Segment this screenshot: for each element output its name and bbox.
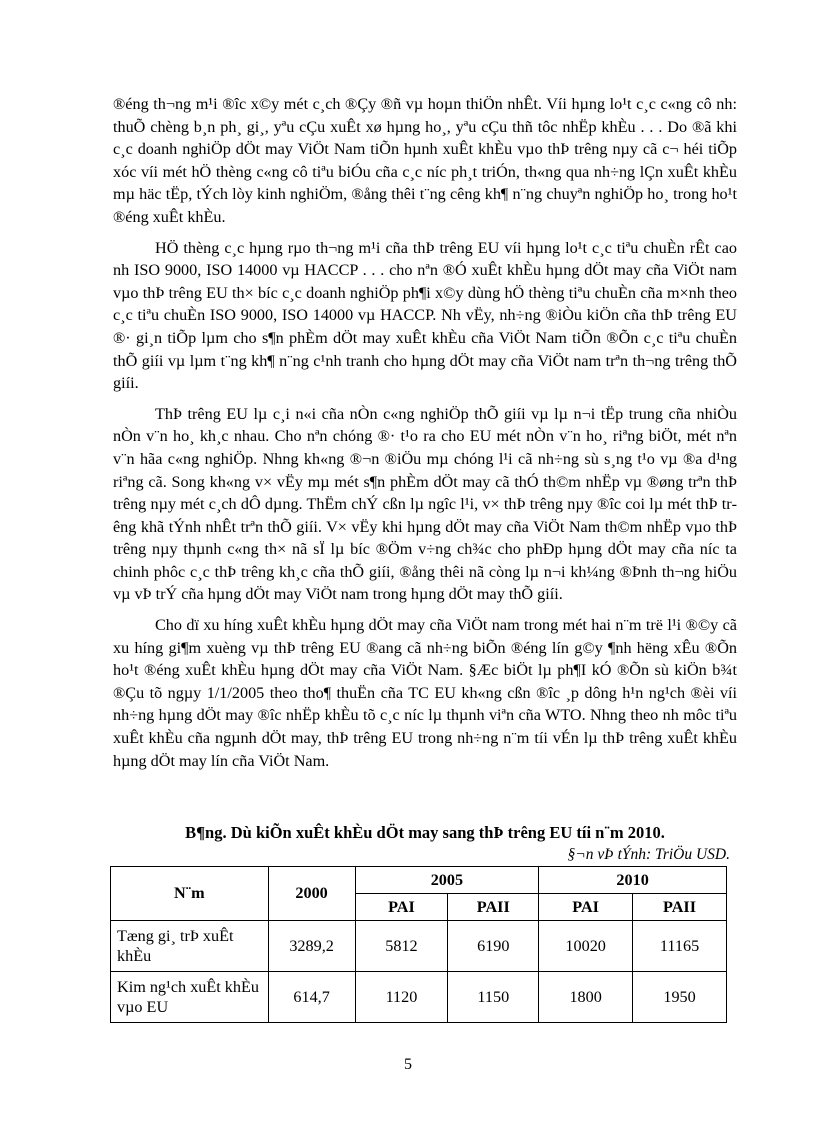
row-label: Kim ng¹ch xuÊt khÈu vµo EU [111, 972, 269, 1023]
table-cell: 5812 [355, 921, 448, 972]
table-cell: 1950 [633, 972, 727, 1023]
header-year: N¨m [111, 867, 269, 921]
table-row [111, 921, 727, 972]
table-cell: 1120 [355, 972, 448, 1023]
export-forecast-table [110, 866, 727, 1023]
table-cell: 1150 [448, 972, 539, 1023]
subheader-paii-2005: PAII [448, 894, 539, 921]
table-caption: B¶ng. Dù kiÕn xuÊt khÈu dÖt may sang thÞ trêng EU tíi n¨m 2010. [185, 823, 665, 842]
subheader-pai-2010: PAI [539, 894, 633, 921]
page-number: 5 [404, 1056, 412, 1073]
paragraph-1: ®éng th¬ng m¹i ®îc x©y mét c¸ch ®Çy ®ñ vµ hoµn thiÖn nhÊt. Víi hµng lo¹t c¸c c«ng cô nh: thuÕ chèng b¸n ph¸ gi¸, yªu cÇu xuÊt xø hµng ho¸, yªu cÇu thñ tôc nhËp khÈu . . . Do ®ã khi c¸c doanh nghiÖp dÖt may ViÖt Nam tiÕn hµnh xuÊt khÈu vµo thÞ trêng nµy cã c¬ héi tiÕp xóc víi mét hÖ thèng c«ng cô tiªu biÓu cña c¸c níc ph¸t triÓn, th«ng qua nh÷ng lÇn xuÊt khÈu mµ häc tËp, tÝch lòy kinh nghiÖm, ®ång thêi t¨ng cêng kh¶ n¨ng chuyªn nghiÖp ho¸ trong ho¹t ®éng xuÊt khÈu. [113, 95, 737, 226]
header-2000: 2000 [268, 867, 355, 921]
table-unit: §¬n vÞ tÝnh: TriÖu USD. [567, 846, 730, 863]
table-cell: 6190 [448, 921, 539, 972]
table-cell: 10020 [539, 921, 633, 972]
header-2005: 2005 [355, 867, 539, 894]
paragraph-3: ThÞ trêng EU lµ c¸i n«i cña nÒn c«ng nghiÖp thÕ giíi vµ lµ n¬i tËp trung cña nhiÒu nÒn v¨n ho¸ kh¸c nhau. Cho nªn chóng ®· t¹o ra cho EU mét nÒn v¨n ho¸ riªng biÖt, mét nªn v¨n hãa c«ng nghiÖp. Nhng kh«ng ®¬n ®iÖu mµ chóng l¹i cã nh÷ng sù s¸ng t¹o vµ ®a d¹ng riªng cã. Song kh«ng v× vËy mµ mét s¶n phÈm dÖt may cã thÓ th©m nhËp vµ ®øng trªn thÞ trêng nµy mét c¸ch dÔ dµng. ThËm chÝ cßn lµ ngîc l¹i, v× thÞ trêng nµy ®îc coi lµ mét thÞ trêng khã tÝnh nhÊt trªn thÕ giíi. V× vËy khi hµng dÖt may cña ViÖt Nam th©m nhËp vµo thÞ trêng nµy thµnh c«ng th× nã sÏ lµ bíc ®Öm v÷ng ch¾c cho phÐp hµng dÖt may cña níc ta chinh phôc c¸c thÞ trêng kh¸c cña thÕ giíi, ®ång thêi nã còng lµ n¬i kh¼ng ®Þnh th¬ng hiÖu vµ vÞ trÝ cña hµng dÖt may ViÖt nam trong hµng dÖt may thÕ giíi. [113, 404, 737, 604]
table-header-row [111, 867, 727, 894]
row-label: Tæng gi¸ trÞ xuÊt khÈu [111, 921, 269, 972]
header-2010: 2010 [539, 867, 727, 894]
table-cell: 3289,2 [268, 921, 355, 972]
paragraph-4: Cho dï xu híng xuÊt khÈu hµng dÖt may cña ViÖt nam trong mét hai n¨m trë l¹i ®©y cã xu híng gi¶m xuèng vµ thÞ trêng EU ®ang cã nh÷ng biÕn ®éng lín g©y ¶nh hëng xÊu ®Õn ho¹t ®éng xuÊt khÈu hµng dÖt may cña ViÖt Nam. §Æc biÖt lµ ph¶I kÓ ®Õn sù kiÖn b¾t ®Çu tõ ngµy 1/1/2005 theo tho¶ thuËn cña TC EU kh«ng cßn ®îc ¸p dông h¹n ng¹ch ®èi víi nh÷ng hµng dÖt may ®îc nhËp khÈu tõ c¸c níc lµ thµnh viªn cña WTO. Nhng theo nh môc tiªu xuÊt khÈu cña ngµnh dÖt may, thÞ trêng EU trong nh÷ng n¨m tíi vÉn lµ thÞ trêng xuÊt khÈu hµng dÖt may lín cña ViÖt Nam. [113, 616, 737, 770]
table-row [111, 972, 727, 1023]
table-cell: 11165 [633, 921, 727, 972]
subheader-paii-2010: PAII [633, 894, 727, 921]
table-cell: 1800 [539, 972, 633, 1023]
paragraph-2: HÖ thèng c¸c hµng rµo th¬ng m¹i cña thÞ trêng EU víi hµng lo¹t c¸c tiªu chuÈn rÊt cao nh ISO 9000, ISO 14000 vµ HACCP . . . cho nªn ®Ó xuÊt khÈu hµng dÖt may cña ViÖt nam vµo thÞ trêng EU th× bíc c¸c doanh nghiÖp ph¶i x©y dùng hÖ thèng tiªu chuÈn cña m×nh theo c¸c tiªu chuÈn ISO 9000, ISO 14000 vµ HACCP. Nh vËy, nh÷ng ®iÒu kiÖn cña thÞ trêng EU ®· gi¸n tiÕp lµm cho s¶n phÈm dÖt may xuÊt khÈu cña ViÖt Nam tiÕn ®Õn c¸c tiªu chuÈn thÕ giíi vµ lµm t¨ng kh¶ n¨ng c¹nh tranh cho hµng dÖt may cña ViÖt nam trªn th¬ng trêng thÕ giíi. [113, 238, 737, 393]
subheader-pai-2005: PAI [355, 894, 448, 921]
table-cell: 614,7 [268, 972, 355, 1023]
body-text [113, 93, 737, 780]
